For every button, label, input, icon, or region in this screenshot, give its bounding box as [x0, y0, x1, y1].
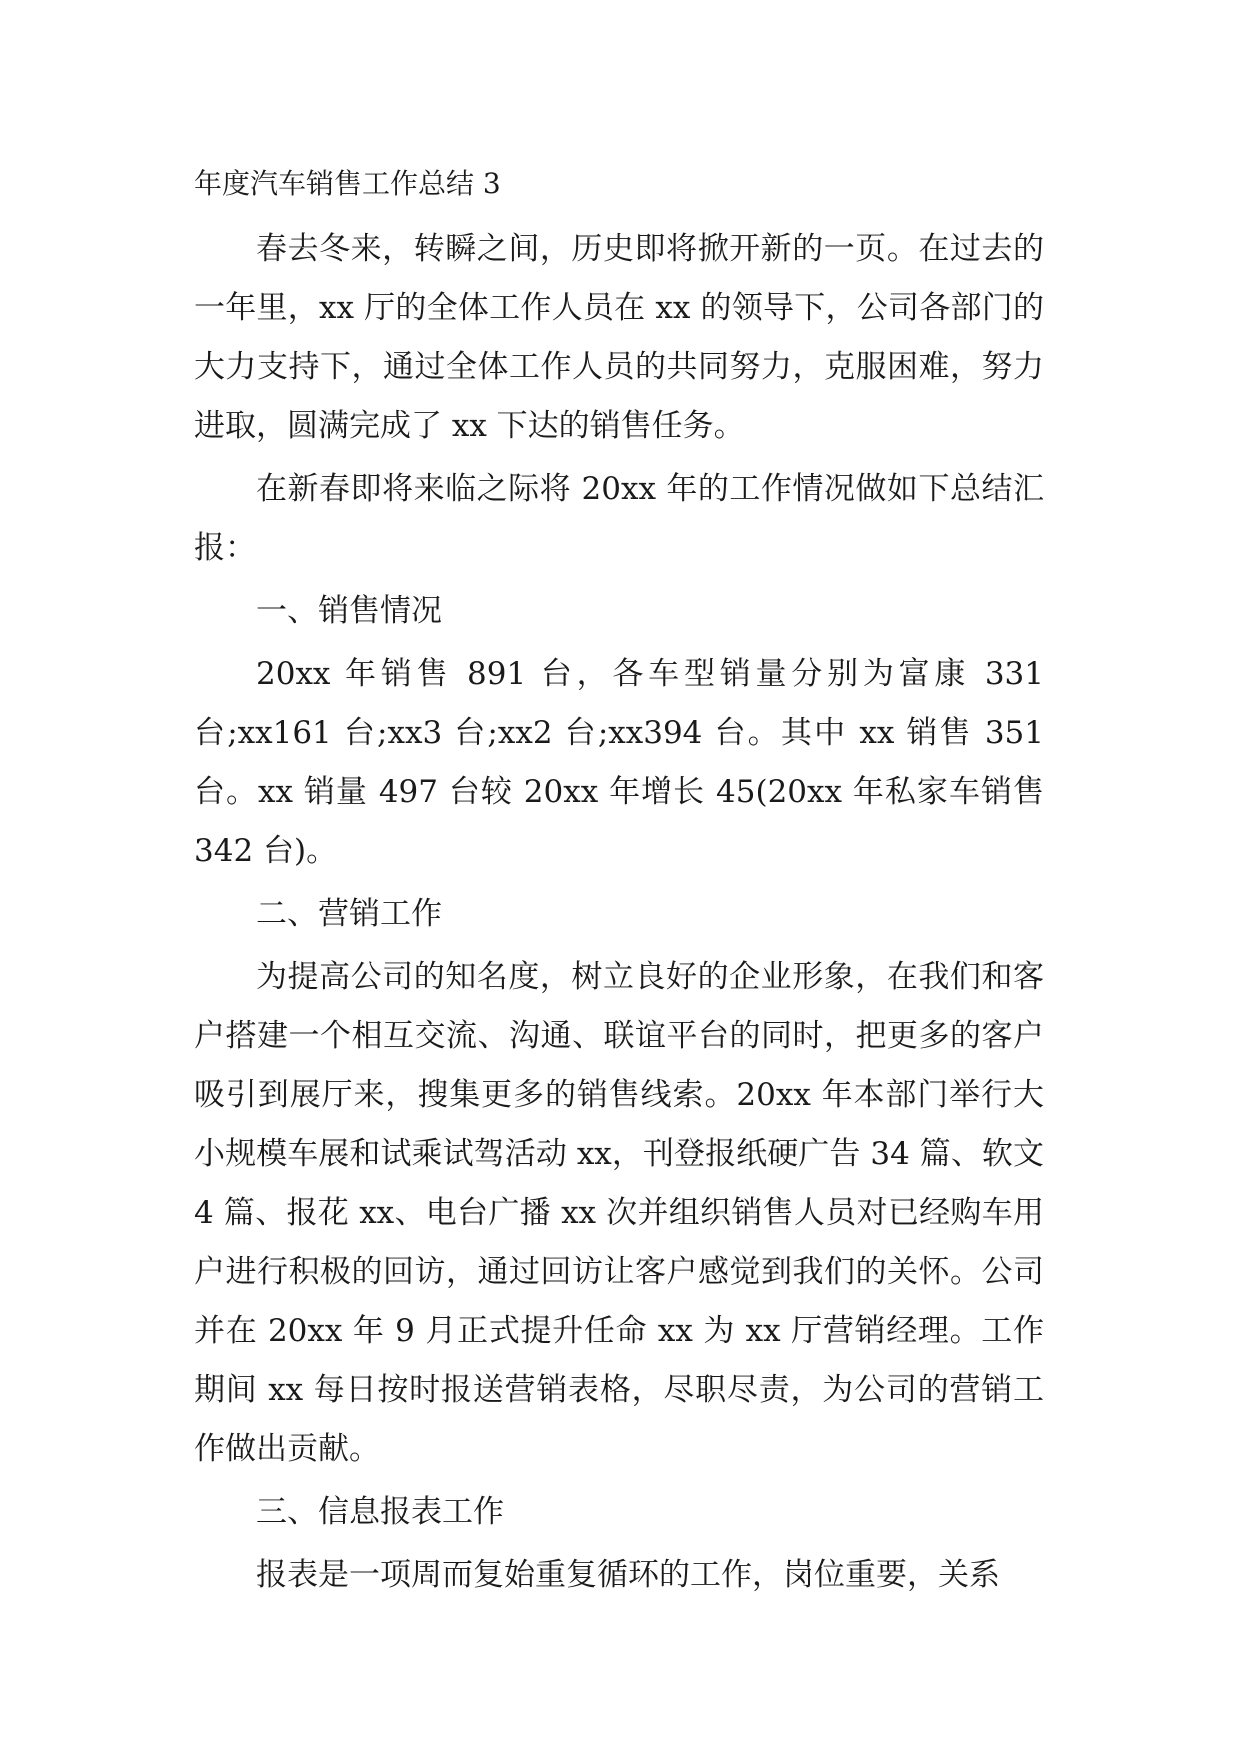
document-body	[194, 160, 1044, 1605]
section-heading-reports: 三、信息报表工作	[256, 1494, 504, 1530]
paragraph-summary-lead: 在新春即将来临之际将 20xx 年的工作情况做如下总结汇报：	[194, 471, 1044, 566]
section-heading-marketing: 二、营销工作	[256, 896, 442, 932]
paragraph-reports: 报表是一项周而复始重复循环的工作，岗位重要，关系	[256, 1557, 1000, 1593]
paragraph-marketing: 为提高公司的知名度，树立良好的企业形象，在我们和客户搭建一个相互交流、沟通、联谊平台的同时，把更多的客户吸引到展厅来，搜集更多的销售线索。20xx 年本部门举行大小规模车展和试乘试驾活动 xx，刊登报纸硬广告 34 篇、软文 4 篇、报花 xx、电台广播 xx 次并组织销售人员对已经购车用户进行积极的回访，通过回访让客户感觉到我们的关怀。公司并在 20xx 年 9 月正式提升任命 xx 为 xx 厅营销经理。工作期间 xx 每日按时报送营销表格，尽职尽责，为公司的营销工作做出贡献。	[194, 959, 1044, 1467]
paragraph-sales: 20xx 年销售 891 台，各车型销量分别为富康 331 台;xx161 台;xx3 台;xx2 台;xx394 台。其中 xx 销售 351 台。xx 销量 497 台较 20xx 年增长 45(20xx 年私家车销售 342 台)。	[194, 656, 1044, 869]
section-heading-sales: 一、销售情况	[256, 593, 442, 629]
document-title: 年度汽车销售工作总结 3	[194, 167, 501, 200]
paragraph-intro: 春去冬来，转瞬之间，历史即将掀开新的一页。在过去的一年里，xx 厅的全体工作人员在 xx 的领导下，公司各部门的大力支持下，通过全体工作人员的共同努力，克服困难，努力进取，圆满完成了 xx 下达的销售任务。	[194, 231, 1044, 444]
